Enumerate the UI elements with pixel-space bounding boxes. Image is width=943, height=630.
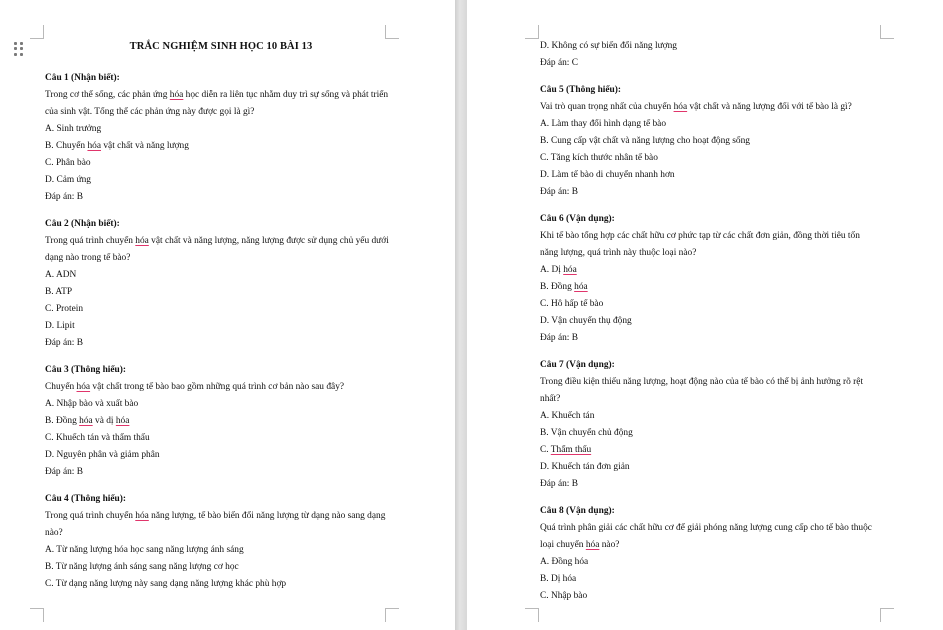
option-line [540,133,880,150]
text-run: Chuyển [45,382,77,392]
question-heading: Câu 3 (Thông hiểu): [45,365,127,375]
spellcheck-underline: hóa [585,540,600,550]
question-list-left [45,70,397,593]
question-block [45,70,397,206]
question-heading: Câu 6 (Vận dụng): [540,214,615,224]
option-line [540,588,880,605]
text-run: nào? [599,540,620,550]
question-heading: Câu 7 (Vận dụng): [540,360,615,370]
text-run: B. Đồng [540,282,575,292]
text-run: D. Khuếch tán đơn giản [540,462,630,472]
option-line [540,571,880,588]
answer-line: Đáp án: B [540,187,579,197]
spellcheck-underline: hóa [135,511,149,521]
option-line [540,554,880,571]
text-run: C. Nhập bào [540,591,588,601]
text-run: C. Phân bào [45,158,91,168]
option-line [45,267,397,284]
text-run: B. Chuyển [45,141,88,151]
option-line [45,576,397,593]
option-line [45,559,397,576]
text-run: B. ATP [45,287,73,297]
question-stem [45,508,397,542]
spellcheck-underline: hóa [169,90,184,100]
question-heading: Câu 8 (Vận dụng): [540,506,615,516]
text-run: A. Dị [540,265,564,275]
spellcheck-underline: hóa [87,141,101,151]
option-line [45,155,397,172]
text-run: D. Làm tế bào di chuyển nhanh hơn [540,170,675,180]
option-line [45,284,397,301]
text-run: A. Làm thay đổi hình dạng tế bào [540,119,667,129]
text-run: A. Từ năng lượng hóa học sang năng lượng ánh sáng [45,545,244,555]
question-stem [540,228,880,262]
text-run: C. Hô hấp tế bào [540,299,604,309]
spellcheck-underline: hóa [563,265,577,275]
text-run: Trong quá trình chuyển [45,511,136,521]
page-gap [455,0,467,630]
option-line [45,396,397,413]
text-run: A. Sinh trưởng [45,124,102,134]
text-run: Khi tế bào tổng hợp các chất hữu cơ phức tạp từ các chất đơn giản, đồng thời tiêu tốn năng lượng, quá trình này thuộc loại nào? [540,231,860,258]
option-line [45,301,397,318]
option-line [540,408,880,425]
option-line [45,172,397,189]
question-block [540,211,880,347]
text-run: B. Vận chuyển chủ động [540,428,633,438]
answer-line: Đáp án: B [45,467,84,477]
crop-mark-bottom-right [385,608,399,622]
text-run: B. Đồng [45,416,80,426]
crop-mark-top-left [30,25,44,39]
option-line [540,116,880,133]
option-line [540,279,880,296]
text-run: C. Tăng kích thước nhân tế bào [540,153,658,163]
question-heading: Câu 4 (Thông hiểu): [45,494,127,504]
text-run: C. [540,445,551,455]
drag-handle-icon[interactable] [14,42,24,56]
text-run: B. Dị hóa [540,574,577,584]
question-heading: Câu 1 (Nhận biết): [45,73,120,83]
text-run: và dị [92,416,116,426]
page-content-left[interactable] [45,38,397,593]
option-line [540,459,880,476]
question-block [45,216,397,352]
text-run: Trong cơ thể sống, các phản ứng [45,90,170,100]
text-run: vật chất và năng lượng [101,141,189,151]
question-stem [540,99,880,116]
option-line [45,318,397,335]
document-page-left[interactable] [0,0,455,630]
option-line [540,442,880,459]
answer-line: Đáp án: B [540,479,579,489]
text-run: A. Nhập bào và xuất bào [45,399,139,409]
document-title: TRẮC NGHIỆM SINH HỌC 10 BÀI 13 [129,41,313,52]
text-run: Quá trình phân giải các chất hữu cơ để giải phóng năng lượng cung cấp cho tế bào thuộc loại chuyển [540,523,872,550]
crop-mark-top-right [385,25,399,39]
spellcheck-underline: Thẩm thấu [550,445,592,455]
crop-mark-top-right [880,25,894,39]
crop-mark-top-left [525,25,539,39]
option-line: D. Không có sự biến đổi năng lượng [540,41,677,51]
option-line [540,296,880,313]
text-run: C. Protein [45,304,84,314]
crop-mark-bottom-left [525,608,539,622]
option-line [540,167,880,184]
crop-mark-bottom-left [30,608,44,622]
question-stem [45,87,397,121]
option-line [45,542,397,559]
text-run: Trong quá trình chuyển [45,236,136,246]
spellcheck-underline: hóa [135,236,149,246]
text-run: học diễn ra liên tục nhằm duy trì sự sống và phát triển của sinh vật. Tổng thể các phản ứng này được gọi là gì? [45,90,389,117]
text-run: D. Lipit [45,321,75,331]
text-run: A. Khuếch tán [540,411,595,421]
text-run: D. Nguyên phân và giảm phân [45,450,160,460]
text-run: vật chất và năng lượng, năng lượng được sử dụng chủ yếu dưới dạng nào trong tế bào? [45,236,389,263]
option-line [45,430,397,447]
option-line [540,150,880,167]
option-line [45,413,397,430]
text-run: vật chất và năng lượng đối với tế bào là gì? [687,102,852,112]
text-run: C. Từ dạng năng lượng này sang dạng năng lượng khác phù hợp [45,579,287,589]
question-block [45,362,397,481]
text-run: B. Từ năng lượng ánh sáng sang năng lượng cơ học [45,562,239,572]
question-block [540,357,880,493]
text-run: năng lượng, tế bào biến đổi năng lượng từ dạng nào sang dạng nào? [45,511,386,538]
crop-mark-bottom-right [880,608,894,622]
question-stem [540,520,880,554]
spellcheck-underline: hóa [673,102,688,112]
answer-line: Đáp án: B [540,333,579,343]
question-heading: Câu 5 (Thông hiểu): [540,85,622,95]
page-content-right[interactable] [540,38,880,605]
question-block [45,491,397,593]
question-stem [45,379,397,396]
question-block [540,82,880,201]
option-line [45,138,397,155]
text-run: B. Cung cấp vật chất và năng lượng cho hoạt động sống [540,136,750,146]
document-page-right[interactable] [467,0,943,630]
option-line [45,447,397,464]
text-run: A. ADN [45,270,77,280]
answer-line: Đáp án: B [45,192,84,202]
option-line [45,121,397,138]
text-run: vật chất trong tế bào bao gồm những quá trình cơ bản nào sau đây? [90,382,345,392]
question-stem [45,233,397,267]
question-stem [540,374,880,408]
question-list-right [540,82,880,605]
option-line [540,262,880,279]
text-run: C. Khuếch tán và thẩm thấu [45,433,150,443]
question-block [540,503,880,605]
text-run: A. Đồng hóa [540,557,589,567]
question-heading: Câu 2 (Nhận biết): [45,219,120,229]
option-line [540,313,880,330]
spellcheck-underline: hóa [79,416,93,426]
text-run: D. Vận chuyển thụ động [540,316,632,326]
option-line [540,425,880,442]
spellcheck-underline: hóa [76,382,91,392]
spellcheck-underline: hóa [115,416,130,426]
text-run: Vai trò quan trọng nhất của chuyển [540,102,674,112]
text-run: Trong điều kiện thiếu năng lượng, hoạt động nào của tế bào có thể bị ảnh hưởng rõ rệt nhất? [540,377,864,404]
text-run: D. Cảm ứng [45,175,91,185]
spellcheck-underline: hóa [574,282,588,292]
answer-line: Đáp án: B [45,338,84,348]
answer-line: Đáp án: C [540,58,579,68]
